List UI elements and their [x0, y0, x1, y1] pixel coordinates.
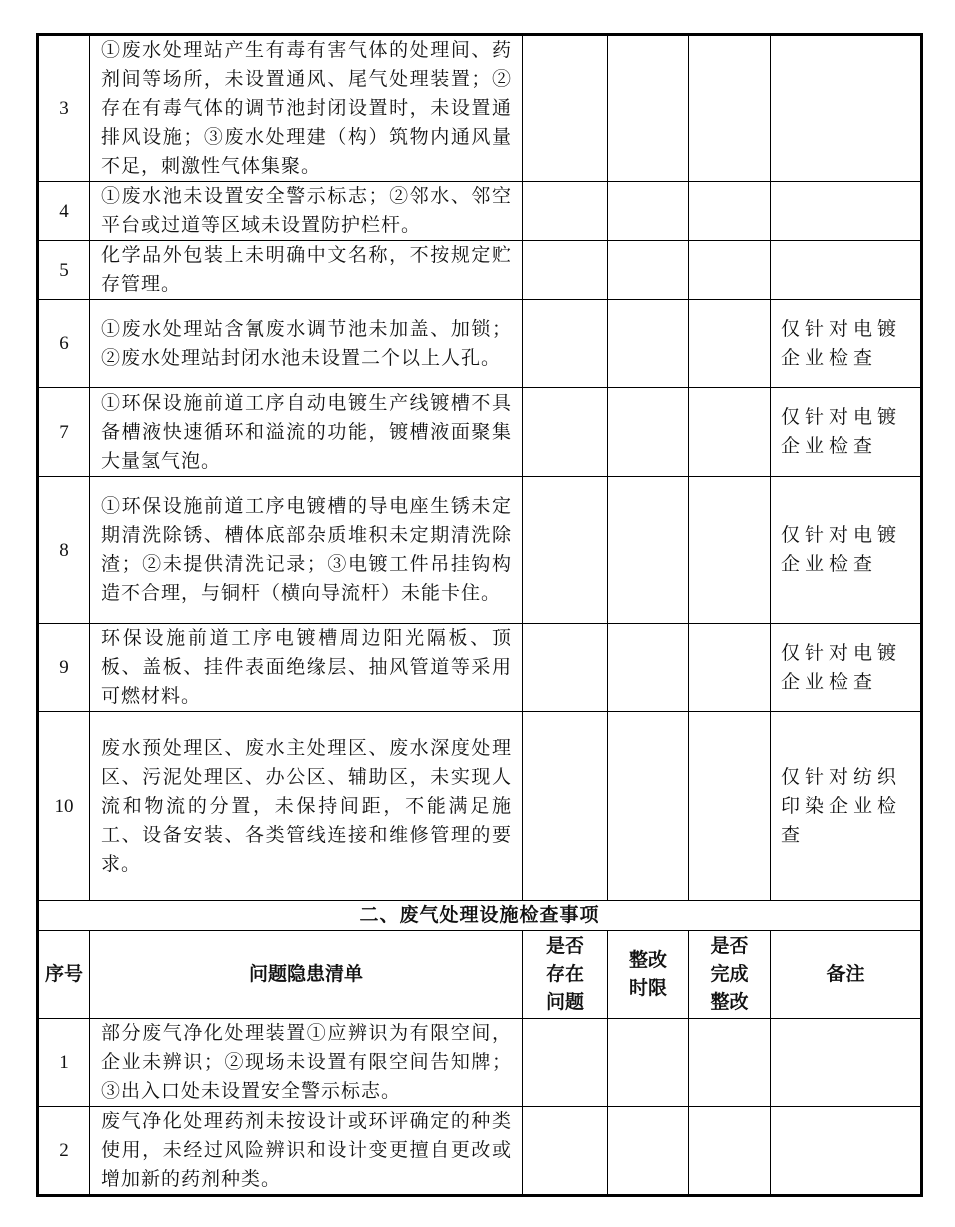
issue-text: 废水预处理区、废水主处理区、废水深度处理区、污泥处理区、办公区、辅助区，未实现人流和物流的分置，未保持间距，不能满足施工、设备安装、各类管线连接和维修管理的要求。: [90, 712, 523, 901]
row-number: 9: [38, 624, 90, 712]
deadline-cell[interactable]: [608, 241, 689, 300]
row-number: 1: [38, 1019, 90, 1107]
table-row: [38, 300, 922, 388]
exists-cell[interactable]: [523, 1019, 608, 1107]
section-title: 二、废气处理设施检查事项: [38, 901, 922, 931]
done-cell[interactable]: [689, 241, 771, 300]
issue-text: ①废水处理站含氰废水调节池未加盖、加锁；②废水处理站封闭水池未设置二个以上人孔。: [90, 300, 523, 388]
issue-text: ①废水池未设置安全警示标志；②邻水、邻空平台或过道等区域未设置防护栏杆。: [90, 182, 523, 241]
exists-cell[interactable]: [523, 1107, 608, 1196]
done-cell[interactable]: [689, 477, 771, 624]
table-row: [38, 388, 922, 477]
row-number: 3: [38, 35, 90, 182]
remark-cell: 仅针对电镀企业检查: [771, 624, 922, 712]
table-row: [38, 241, 922, 300]
exists-cell[interactable]: [523, 624, 608, 712]
exists-cell[interactable]: [523, 388, 608, 477]
done-cell[interactable]: [689, 1107, 771, 1196]
issue-text: 废气净化处理药剂未按设计或环评确定的种类使用，未经过风险辨识和设计变更擅自更改或增加新的药剂种类。: [90, 1107, 523, 1196]
done-cell[interactable]: [689, 712, 771, 901]
row-number: 8: [38, 477, 90, 624]
done-cell[interactable]: [689, 388, 771, 477]
header-remark: 备注: [771, 931, 922, 1019]
deadline-cell[interactable]: [608, 624, 689, 712]
table-row: [38, 712, 922, 901]
deadline-cell[interactable]: [608, 182, 689, 241]
deadline-cell[interactable]: [608, 300, 689, 388]
header-exists: 是否存在问题: [523, 931, 608, 1019]
table-row: [38, 477, 922, 624]
issue-text: ①环保设施前道工序电镀槽的导电座生锈未定期清洗除锈、槽体底部杂质堆积未定期清洗除渣；②未提供清洗记录；③电镀工件吊挂钩构造不合理，与铜杆（横向导流杆）未能卡住。: [90, 477, 523, 624]
deadline-cell[interactable]: [608, 1019, 689, 1107]
issue-text: 部分废气净化处理装置①应辨识为有限空间，企业未辨识；②现场未设置有限空间告知牌；③出入口处未设置安全警示标志。: [90, 1019, 523, 1107]
row-number: 6: [38, 300, 90, 388]
done-cell[interactable]: [689, 1019, 771, 1107]
deadline-cell[interactable]: [608, 712, 689, 901]
remark-cell: 仅针对电镀企业检查: [771, 388, 922, 477]
done-cell[interactable]: [689, 35, 771, 182]
table-row: [38, 1107, 922, 1196]
remark-cell: [771, 1107, 922, 1196]
exists-cell[interactable]: [523, 182, 608, 241]
deadline-cell[interactable]: [608, 35, 689, 182]
section-title-row: [38, 901, 922, 931]
exists-cell[interactable]: [523, 477, 608, 624]
header-issue: 问题隐患清单: [90, 931, 523, 1019]
remark-cell: [771, 182, 922, 241]
done-cell[interactable]: [689, 624, 771, 712]
exists-cell[interactable]: [523, 241, 608, 300]
header-done: 是否完成整改: [689, 931, 771, 1019]
remark-cell: 仅针对电镀企业检查: [771, 477, 922, 624]
row-number: 7: [38, 388, 90, 477]
table-row: [38, 182, 922, 241]
issue-text: ①环保设施前道工序自动电镀生产线镀槽不具备槽液快速循环和溢流的功能，镀槽液面聚集大量氢气泡。: [90, 388, 523, 477]
remark-cell: 仅针对电镀企业检查: [771, 300, 922, 388]
remark-cell: 仅针对纺织印染企业检查: [771, 712, 922, 901]
exists-cell[interactable]: [523, 35, 608, 182]
row-number: 5: [38, 241, 90, 300]
deadline-cell[interactable]: [608, 388, 689, 477]
deadline-cell[interactable]: [608, 477, 689, 624]
inspection-table: [36, 33, 923, 1197]
remark-cell: [771, 241, 922, 300]
issue-text: 环保设施前道工序电镀槽周边阳光隔板、顶板、盖板、挂件表面绝缘层、抽风管道等采用可燃材料。: [90, 624, 523, 712]
deadline-cell[interactable]: [608, 1107, 689, 1196]
remark-cell: [771, 1019, 922, 1107]
remark-cell: [771, 35, 922, 182]
done-cell[interactable]: [689, 300, 771, 388]
table-row: [38, 35, 922, 182]
table-row: [38, 624, 922, 712]
header-no: 序号: [38, 931, 90, 1019]
row-number: 2: [38, 1107, 90, 1196]
header-row: [38, 931, 922, 1019]
exists-cell[interactable]: [523, 300, 608, 388]
issue-text: ①废水处理站产生有毒有害气体的处理间、药剂间等场所，未设置通风、尾气处理装置；②存在有毒气体的调节池封闭设置时，未设置通排风设施；③废水处理建（构）筑物内通风量不足，刺激性气体集聚。: [90, 35, 523, 182]
done-cell[interactable]: [689, 182, 771, 241]
row-number: 4: [38, 182, 90, 241]
row-number: 10: [38, 712, 90, 901]
header-deadline: 整改时限: [608, 931, 689, 1019]
exists-cell[interactable]: [523, 712, 608, 901]
table-row: [38, 1019, 922, 1107]
issue-text: 化学品外包装上未明确中文名称，不按规定贮存管理。: [90, 241, 523, 300]
